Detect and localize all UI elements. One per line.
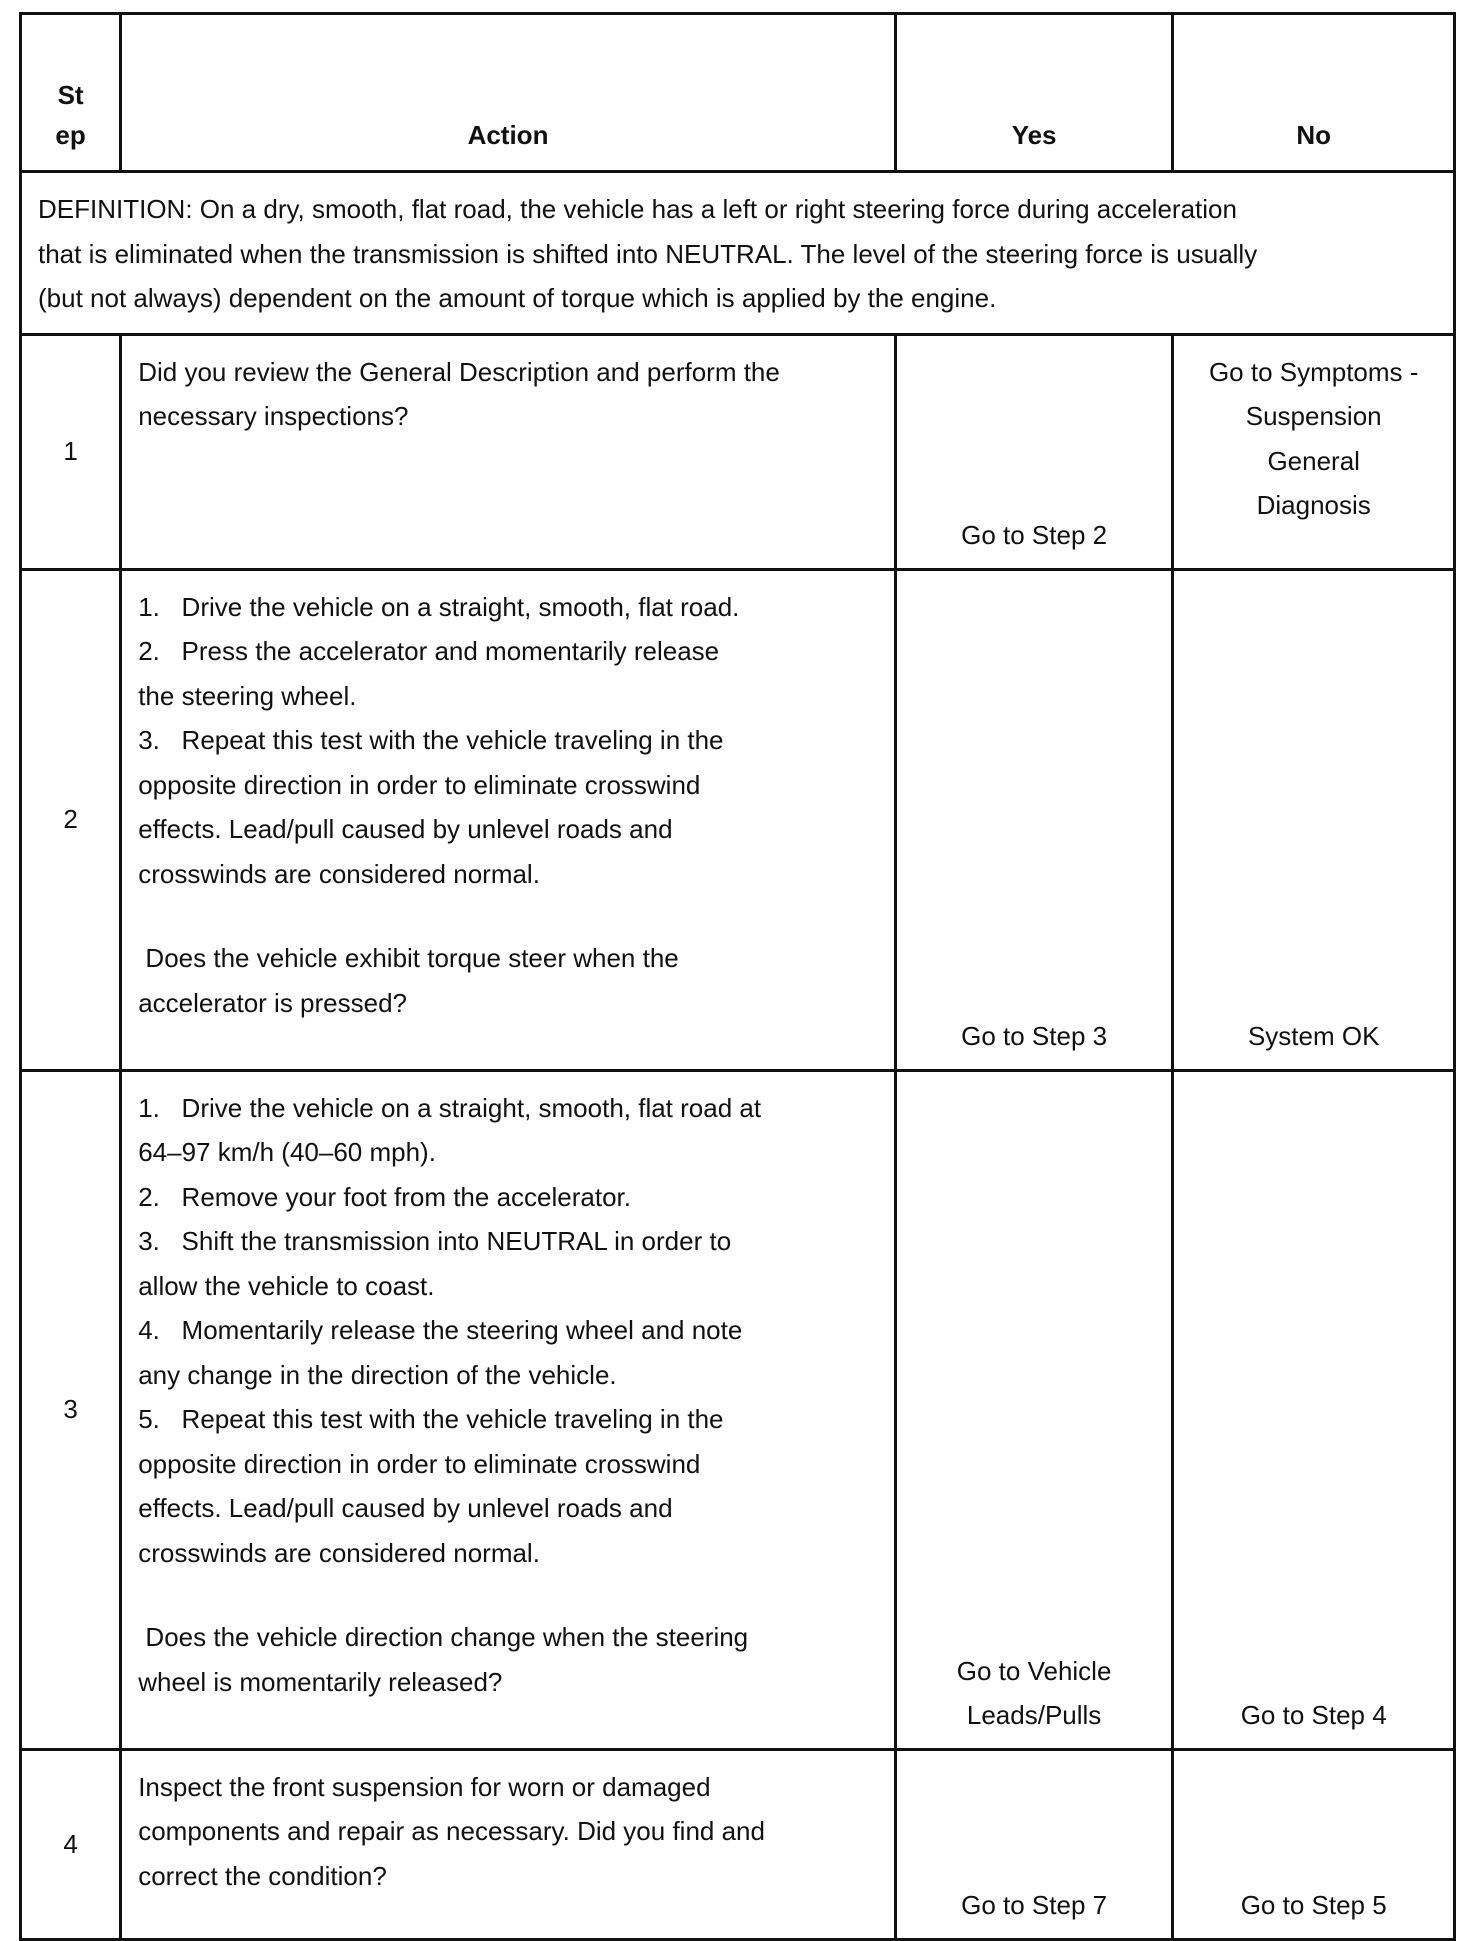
yes-link[interactable]: Go to Step 7 [961,1890,1108,1920]
action-line: Inspect the front suspension for worn or damaged [138,1771,711,1802]
step-number: 1 [21,334,121,569]
action-line: 3. Repeat this test with the vehicle traveling in the [138,725,724,755]
definition-row [21,172,1455,335]
no-link-line[interactable]: General [1267,445,1360,476]
yes-link[interactable]: Go to Step 2 [961,520,1108,550]
action-line: the steering wheel. [138,680,357,711]
question-line: Does the vehicle direction change when the steering [138,1622,749,1652]
step-number: 3 [21,1070,121,1749]
yes-cell [895,334,1173,569]
action-line: 3. Shift the transmission into NEUTRAL in order to [138,1226,732,1256]
action-line: effects. Lead/pull caused by unlevel roads and [138,1493,673,1523]
action-line: 4. Momentarily release the steering wheel and note [138,1315,743,1345]
step-number: 4 [21,1749,121,1939]
header-step [21,14,121,172]
question-line: Does the vehicle exhibit torque steer when the [138,943,679,973]
table-row [21,334,1455,569]
action-line: 2. Remove your foot from the accelerator. [138,1181,631,1212]
question-line: accelerator is pressed? [138,987,408,1018]
no-cell [1173,569,1455,1070]
no-link[interactable]: Go to Step 4 [1240,1700,1387,1730]
yes-cell [895,569,1173,1070]
table-row [21,569,1455,1070]
header-no: No [1173,14,1455,172]
action-line: correct the condition? [138,1860,387,1891]
action-cell [121,1070,896,1749]
spacer [138,1575,878,1615]
action-line: any change in the direction of the vehicle. [138,1359,617,1390]
header-step-line1: St [57,80,84,110]
no-cell [1173,1070,1455,1749]
header-action: Action [121,14,896,172]
no-cell [1173,1749,1455,1939]
diagnostic-table [19,12,1456,1941]
no-link-line[interactable]: Suspension [1245,401,1382,431]
yes-link-line[interactable]: Go to Vehicle [956,1655,1112,1686]
yes-cell [895,1070,1173,1749]
spacer [138,896,878,936]
no-link-line[interactable]: Diagnosis [1256,490,1371,520]
action-line: 2. Press the accelerator and momentarily release [138,636,720,666]
action-line: 5. Repeat this test with the vehicle traveling in the [138,1404,724,1434]
table-row [21,1070,1455,1749]
table-row [21,1749,1455,1939]
no-link[interactable]: Go to Step 5 [1240,1890,1387,1920]
action-cell [121,334,896,569]
yes-cell [895,1749,1173,1939]
definition-line: DEFINITION: On a dry, smooth, flat road, the vehicle has a left or right steering force during acceleration [38,194,1237,224]
header-step-line2: ep [55,120,86,150]
yes-link-line[interactable]: Leads/Pulls [966,1700,1102,1730]
action-cell [121,569,896,1070]
action-line: 1. Drive the vehicle on a straight, smooth, flat road. [138,591,740,622]
action-line: crosswinds are considered normal. [138,858,540,889]
action-line: opposite direction in order to eliminate crosswind [138,769,701,800]
no-cell [1173,334,1455,569]
action-line: 64–97 km/h (40–60 mph). [138,1137,436,1167]
no-link[interactable]: System OK [1247,1021,1380,1051]
action-line: allow the vehicle to coast. [138,1270,435,1301]
header-row [21,14,1455,172]
action-line: crosswinds are considered normal. [138,1537,540,1568]
no-link-line[interactable]: Go to Symptoms - [1208,356,1419,387]
action-line: necessary inspections? [138,401,409,431]
definition-line: (but not always) dependent on the amount of torque which is applied by the engine. [38,283,997,313]
header-yes: Yes [895,14,1173,172]
action-line: 1. Drive the vehicle on a straight, smooth, flat road at [138,1092,762,1123]
step-number: 2 [21,569,121,1070]
action-cell [121,1749,896,1939]
definition-cell [21,172,1455,335]
action-line: components and repair as necessary. Did you find and [138,1816,765,1846]
action-line: effects. Lead/pull caused by unlevel roads and [138,814,673,844]
definition-line: that is eliminated when the transmission is shifted into NEUTRAL. The level of the steering force is usually [38,238,1258,269]
question-line: wheel is momentarily released? [138,1666,503,1697]
yes-link[interactable]: Go to Step 3 [961,1021,1108,1051]
action-line: opposite direction in order to eliminate crosswind [138,1448,701,1479]
action-line: Did you review the General Description and perform the [138,356,780,387]
